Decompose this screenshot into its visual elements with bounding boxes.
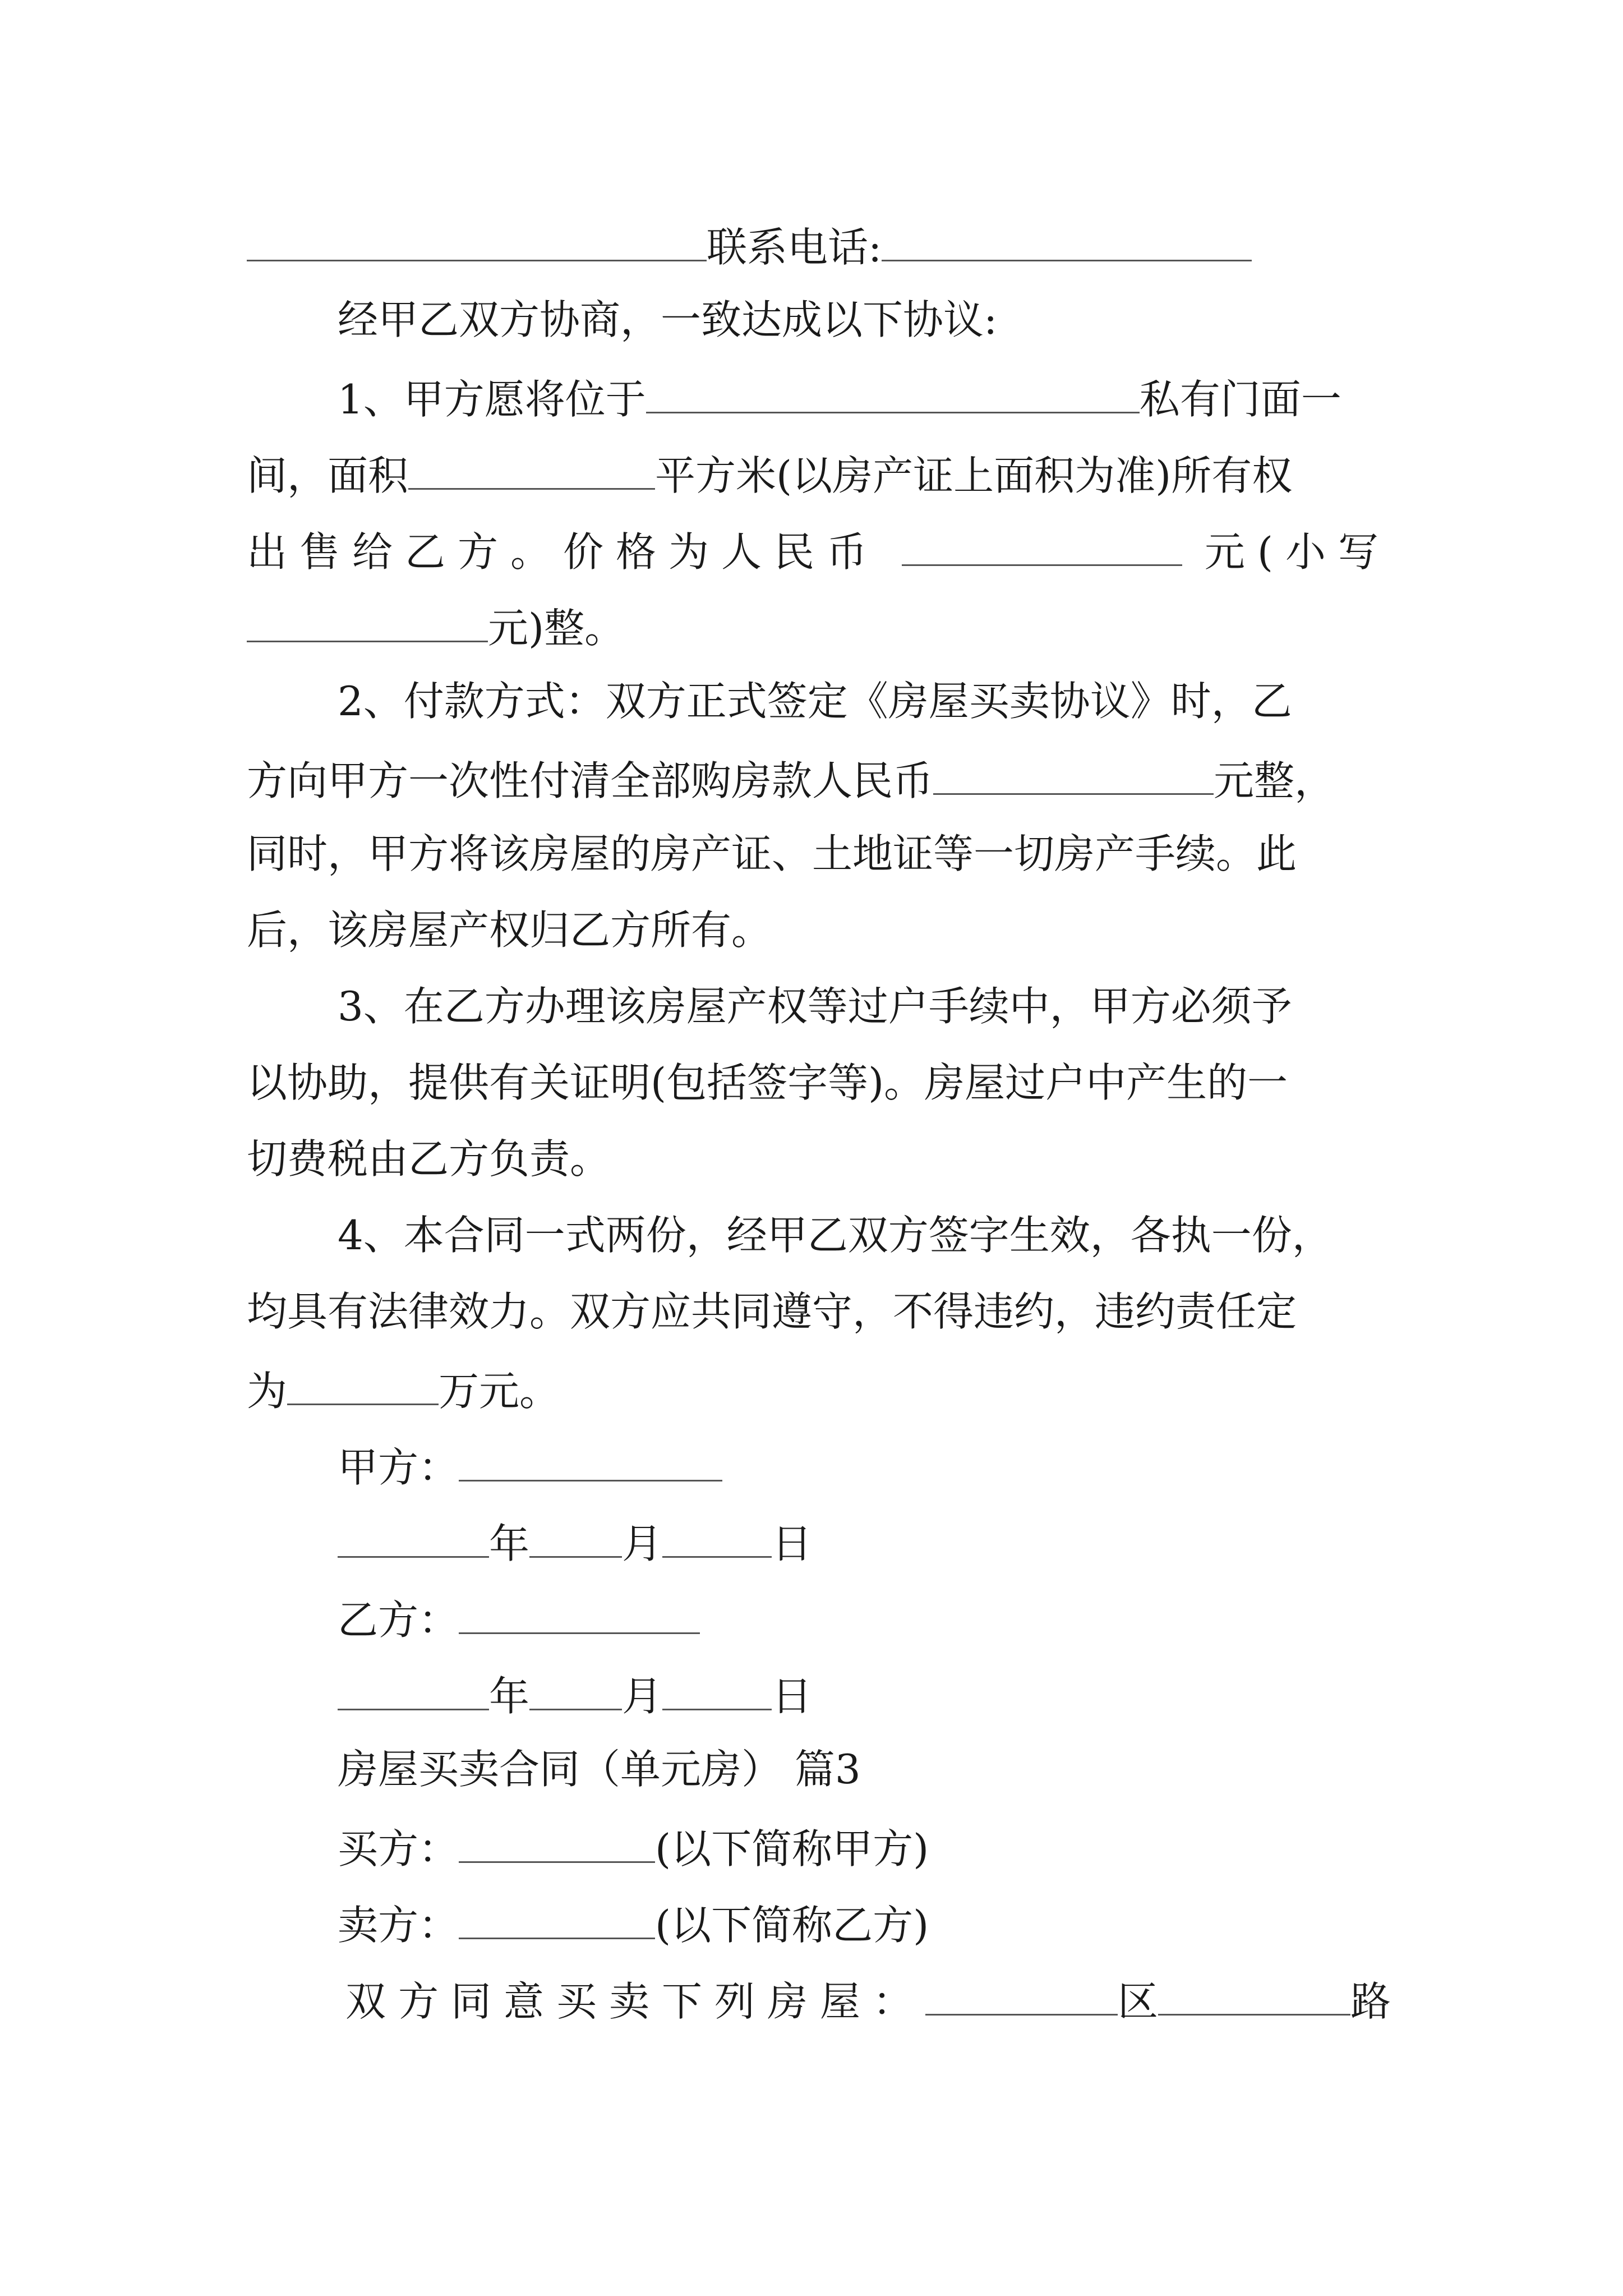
buyer-suffix: (以下简称甲方) — [655, 1825, 929, 1872]
day-label: 日 — [772, 1673, 813, 1720]
clause-text: 私有门面一 — [1139, 376, 1341, 423]
clause-4-line-3 — [247, 1360, 1391, 1419]
clause-1-line-3 — [247, 521, 1391, 580]
clause-2-line-1: 2、付款方式：双方正式签定《房屋买卖协议》时，乙 — [338, 678, 1292, 725]
party-b-date-line — [338, 1665, 1482, 1724]
clause-1-line-1 — [338, 368, 1391, 427]
clause-1-line-4 — [247, 597, 1391, 656]
property-text: 双方同意买卖下列房屋： — [345, 1978, 926, 2025]
blank-field — [925, 1970, 1118, 2016]
blank-field — [459, 1436, 722, 1481]
clause-3-line-3: 切费税由乙方负责。 — [247, 1135, 611, 1182]
blank-field — [529, 1512, 622, 1558]
clause-4-line-1: 4、本合同一式两份，经甲乙双方签字生效，各执一份， — [338, 1212, 1332, 1259]
blank-field — [529, 1665, 622, 1710]
blank-field — [662, 1665, 772, 1710]
section-title: 房屋买卖合同（单元房） 篇3 — [338, 1746, 861, 1793]
blank-field — [459, 1894, 655, 1939]
district-label: 区 — [1117, 1978, 1158, 2025]
blank-field — [338, 1665, 489, 1710]
blank-field — [338, 1512, 489, 1558]
clause-text: 元整， — [1214, 757, 1335, 804]
blank-field — [287, 1360, 439, 1405]
clause-2-line-2 — [247, 749, 1391, 809]
seller-line — [338, 1894, 1482, 1953]
contact-line — [247, 216, 1391, 275]
blank-field — [882, 216, 1252, 261]
clause-text: 为 — [247, 1368, 288, 1415]
blank-field — [247, 216, 707, 261]
clause-text: 方向甲方一次性付清全部购房款人民币 — [247, 757, 934, 804]
blank-field — [902, 521, 1182, 566]
clause-1-line-2 — [247, 444, 1391, 504]
clause-2-line-4: 后，该房屋产权归乙方所有。 — [247, 907, 772, 954]
year-label: 年 — [489, 1673, 530, 1720]
party-a-label: 甲方： — [338, 1444, 459, 1491]
party-a-line — [338, 1436, 1482, 1496]
clause-text: 元)整。 — [488, 605, 625, 652]
clause-2-line-3: 同时，甲方将该房屋的房产证、土地证等一切房产手续。此 — [247, 830, 1297, 877]
clause-text: 平方米(以房产证上面积为准)所有权 — [655, 452, 1293, 499]
blank-field — [247, 597, 488, 642]
buyer-label: 买方： — [338, 1825, 459, 1872]
road-label: 路 — [1350, 1978, 1391, 2025]
blank-field — [646, 368, 1140, 413]
month-label: 月 — [622, 1520, 663, 1567]
blank-field — [1158, 1970, 1350, 2016]
party-b-line — [338, 1589, 1482, 1648]
month-label: 月 — [622, 1673, 663, 1720]
blank-field — [933, 749, 1214, 795]
clause-text: 间，面积 — [247, 452, 409, 499]
clause-text: 万元。 — [439, 1368, 560, 1415]
buyer-line — [338, 1818, 1482, 1877]
seller-suffix: (以下简称乙方) — [655, 1902, 929, 1949]
clause-4-line-2: 均具有法律效力。双方应共同遵守，不得违约，违约责任定 — [247, 1288, 1297, 1335]
day-label: 日 — [772, 1520, 813, 1567]
blank-field — [459, 1589, 700, 1634]
clause-text: 元(小写 — [1204, 528, 1391, 576]
clause-3-line-2: 以协助，提供有关证明(包括签字等)。房屋过户中产生的一 — [247, 1059, 1288, 1106]
party-b-label: 乙方： — [338, 1596, 459, 1644]
party-a-date-line — [338, 1512, 1482, 1572]
clause-text: 出售给乙方。价格为人民币 — [247, 528, 880, 576]
blank-field — [459, 1818, 655, 1863]
contact-phone-label: 联系电话: — [707, 224, 882, 271]
clause-text: 1、甲方愿将位于 — [338, 376, 646, 423]
seller-label: 卖方： — [338, 1902, 459, 1949]
blank-field — [408, 444, 655, 490]
property-line — [345, 1970, 1391, 2030]
blank-field — [662, 1512, 772, 1558]
year-label: 年 — [489, 1520, 530, 1567]
intro-paragraph: 经甲乙双方协商，一致达成以下协议: — [338, 296, 998, 343]
clause-3-line-1: 3、在乙方办理该房屋产权等过户手续中，甲方必须予 — [338, 983, 1292, 1030]
